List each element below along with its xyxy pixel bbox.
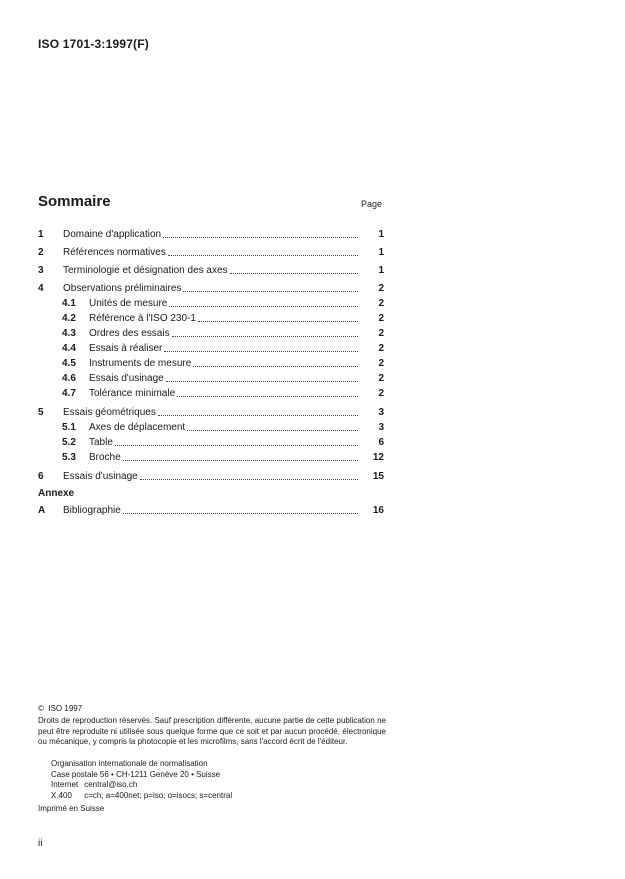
toc-entry-4-2 (38, 312, 384, 326)
toc-entry-number: 4.7 (62, 388, 76, 399)
toc-entry-page: 2 (378, 388, 384, 399)
toc-entry-title: Tolérance minimale (89, 388, 176, 399)
toc-entry-number: 4.5 (62, 358, 76, 369)
toc-entry-title: Bibliographie (63, 505, 121, 516)
toc-entry-number: 3 (38, 265, 44, 276)
toc-entry-annex-a (38, 504, 384, 518)
toc-entry-number: 5.3 (62, 452, 76, 463)
toc-entry-5-2 (38, 436, 384, 450)
toc-entry-title: Essais d'usinage (63, 471, 138, 482)
toc-entry-2 (38, 246, 384, 260)
org-internet (51, 780, 381, 791)
toc-entry-page: 6 (378, 437, 384, 448)
toc-entry-page: 12 (372, 452, 384, 463)
toc-entry-title: Essais d'usinage (89, 373, 164, 384)
toc-entry-page: 15 (372, 471, 384, 482)
toc-entry-4-3 (38, 327, 384, 341)
toc-entry-number: 4.4 (62, 343, 76, 354)
toc-entry-number: 2 (38, 247, 44, 258)
toc-entry-5 (38, 406, 384, 420)
toc-entry-number: 5.2 (62, 437, 76, 448)
annex-heading: Annexe (38, 488, 75, 499)
toc-entry-page: 1 (378, 229, 384, 240)
toc-entry-page: 2 (378, 373, 384, 384)
organization-address (51, 759, 381, 801)
toc-entry-page: 2 (378, 283, 384, 294)
toc-entry-1 (38, 228, 384, 242)
toc-entry-title: Essais à réaliser (89, 343, 163, 354)
printed-in: Imprimé en Suisse (38, 804, 105, 813)
org-x400 (51, 791, 381, 802)
toc-entry-title: Observations préliminaires (63, 283, 182, 294)
toc-entry-4-4 (38, 342, 384, 356)
org-name: Organisation internationale de normalisation (51, 759, 208, 768)
toc-entry-page: 2 (378, 313, 384, 324)
toc-entry-number: 5 (38, 407, 44, 418)
toc-entry-page: 2 (378, 358, 384, 369)
copyright-icon: © (38, 704, 44, 713)
toc-entry-number: 5.1 (62, 422, 76, 433)
internet-value: central@iso.ch (84, 780, 138, 789)
toc-entry-title: Essais géométriques (63, 407, 156, 418)
toc-entry-6 (38, 470, 384, 484)
copyright-text: ISO 1997 (48, 704, 83, 713)
toc-entry-number: 4 (38, 283, 44, 294)
toc-entry-page: 3 (378, 422, 384, 433)
toc-entry-title: Domaine d'application (63, 229, 162, 240)
org-postal-address: Case postale 56 • CH-1211 Genève 20 • Suisse (51, 769, 221, 779)
toc-entry-title: Instruments de mesure (89, 358, 192, 369)
copyright-notice (38, 704, 388, 715)
toc-entry-title: Table (89, 437, 113, 448)
toc-entry-number: 4.6 (62, 373, 76, 384)
toc-entry-5-3 (38, 451, 384, 465)
toc-entry-page: 2 (378, 343, 384, 354)
toc-entry-page: 2 (378, 328, 384, 339)
toc-entry-number: 1 (38, 229, 44, 240)
toc-entry-page: 3 (378, 407, 384, 418)
document-header: ISO 1701-3:1997(F) (38, 37, 149, 51)
toc-entry-title: Ordres des essais (89, 328, 170, 339)
rights-paragraph: Droits de reproduction réservés. Sauf prescription différente, aucune partie de cette publication ne peut être reproduite ni utilisée sous quelque forme que ce soit et par aucun procédé, électronique ou mécanique, y compris la photocopie et les microfilms, sans l'accord écrit de l'éditeur. (38, 716, 386, 746)
toc-entry-title: Broche (89, 452, 121, 463)
toc-entry-page: 16 (372, 505, 384, 516)
toc-entry-number: 4.2 (62, 313, 76, 324)
toc-entry-page: 1 (378, 247, 384, 258)
page-number: ii (38, 838, 43, 849)
toc-entry-4 (38, 282, 384, 296)
toc-entry-title: Unités de mesure (89, 298, 168, 309)
toc-title: Sommaire (38, 193, 111, 210)
toc-entry-title: Références normatives (63, 247, 166, 258)
toc-entry-title: Terminologie et désignation des axes (63, 265, 228, 276)
x400-value: c=ch; a=400net; p=iso; o=isocs; s=central (84, 790, 233, 800)
toc-entry-page: 1 (378, 265, 384, 276)
toc-entry-4-5 (38, 357, 384, 371)
toc-entry-4-1 (38, 297, 384, 311)
toc-entry-3 (38, 264, 384, 278)
internet-label: Internet (51, 780, 79, 789)
toc-entry-page: 2 (378, 298, 384, 309)
toc-entry-number: 6 (38, 471, 44, 482)
toc-entry-5-1 (38, 421, 384, 435)
x400-label: X.400 (51, 790, 72, 800)
toc-entry-title: Axes de déplacement (89, 422, 186, 433)
toc-entry-4-7 (38, 387, 384, 401)
toc-page-label: Page (361, 199, 383, 209)
toc-entry-title: Référence à l'ISO 230-1 (89, 313, 196, 324)
toc-entry-number: 4.1 (62, 298, 76, 309)
toc-entry-number: A (38, 505, 46, 516)
toc-entry-number: 4.3 (62, 328, 76, 339)
toc-entry-4-6 (38, 372, 384, 386)
